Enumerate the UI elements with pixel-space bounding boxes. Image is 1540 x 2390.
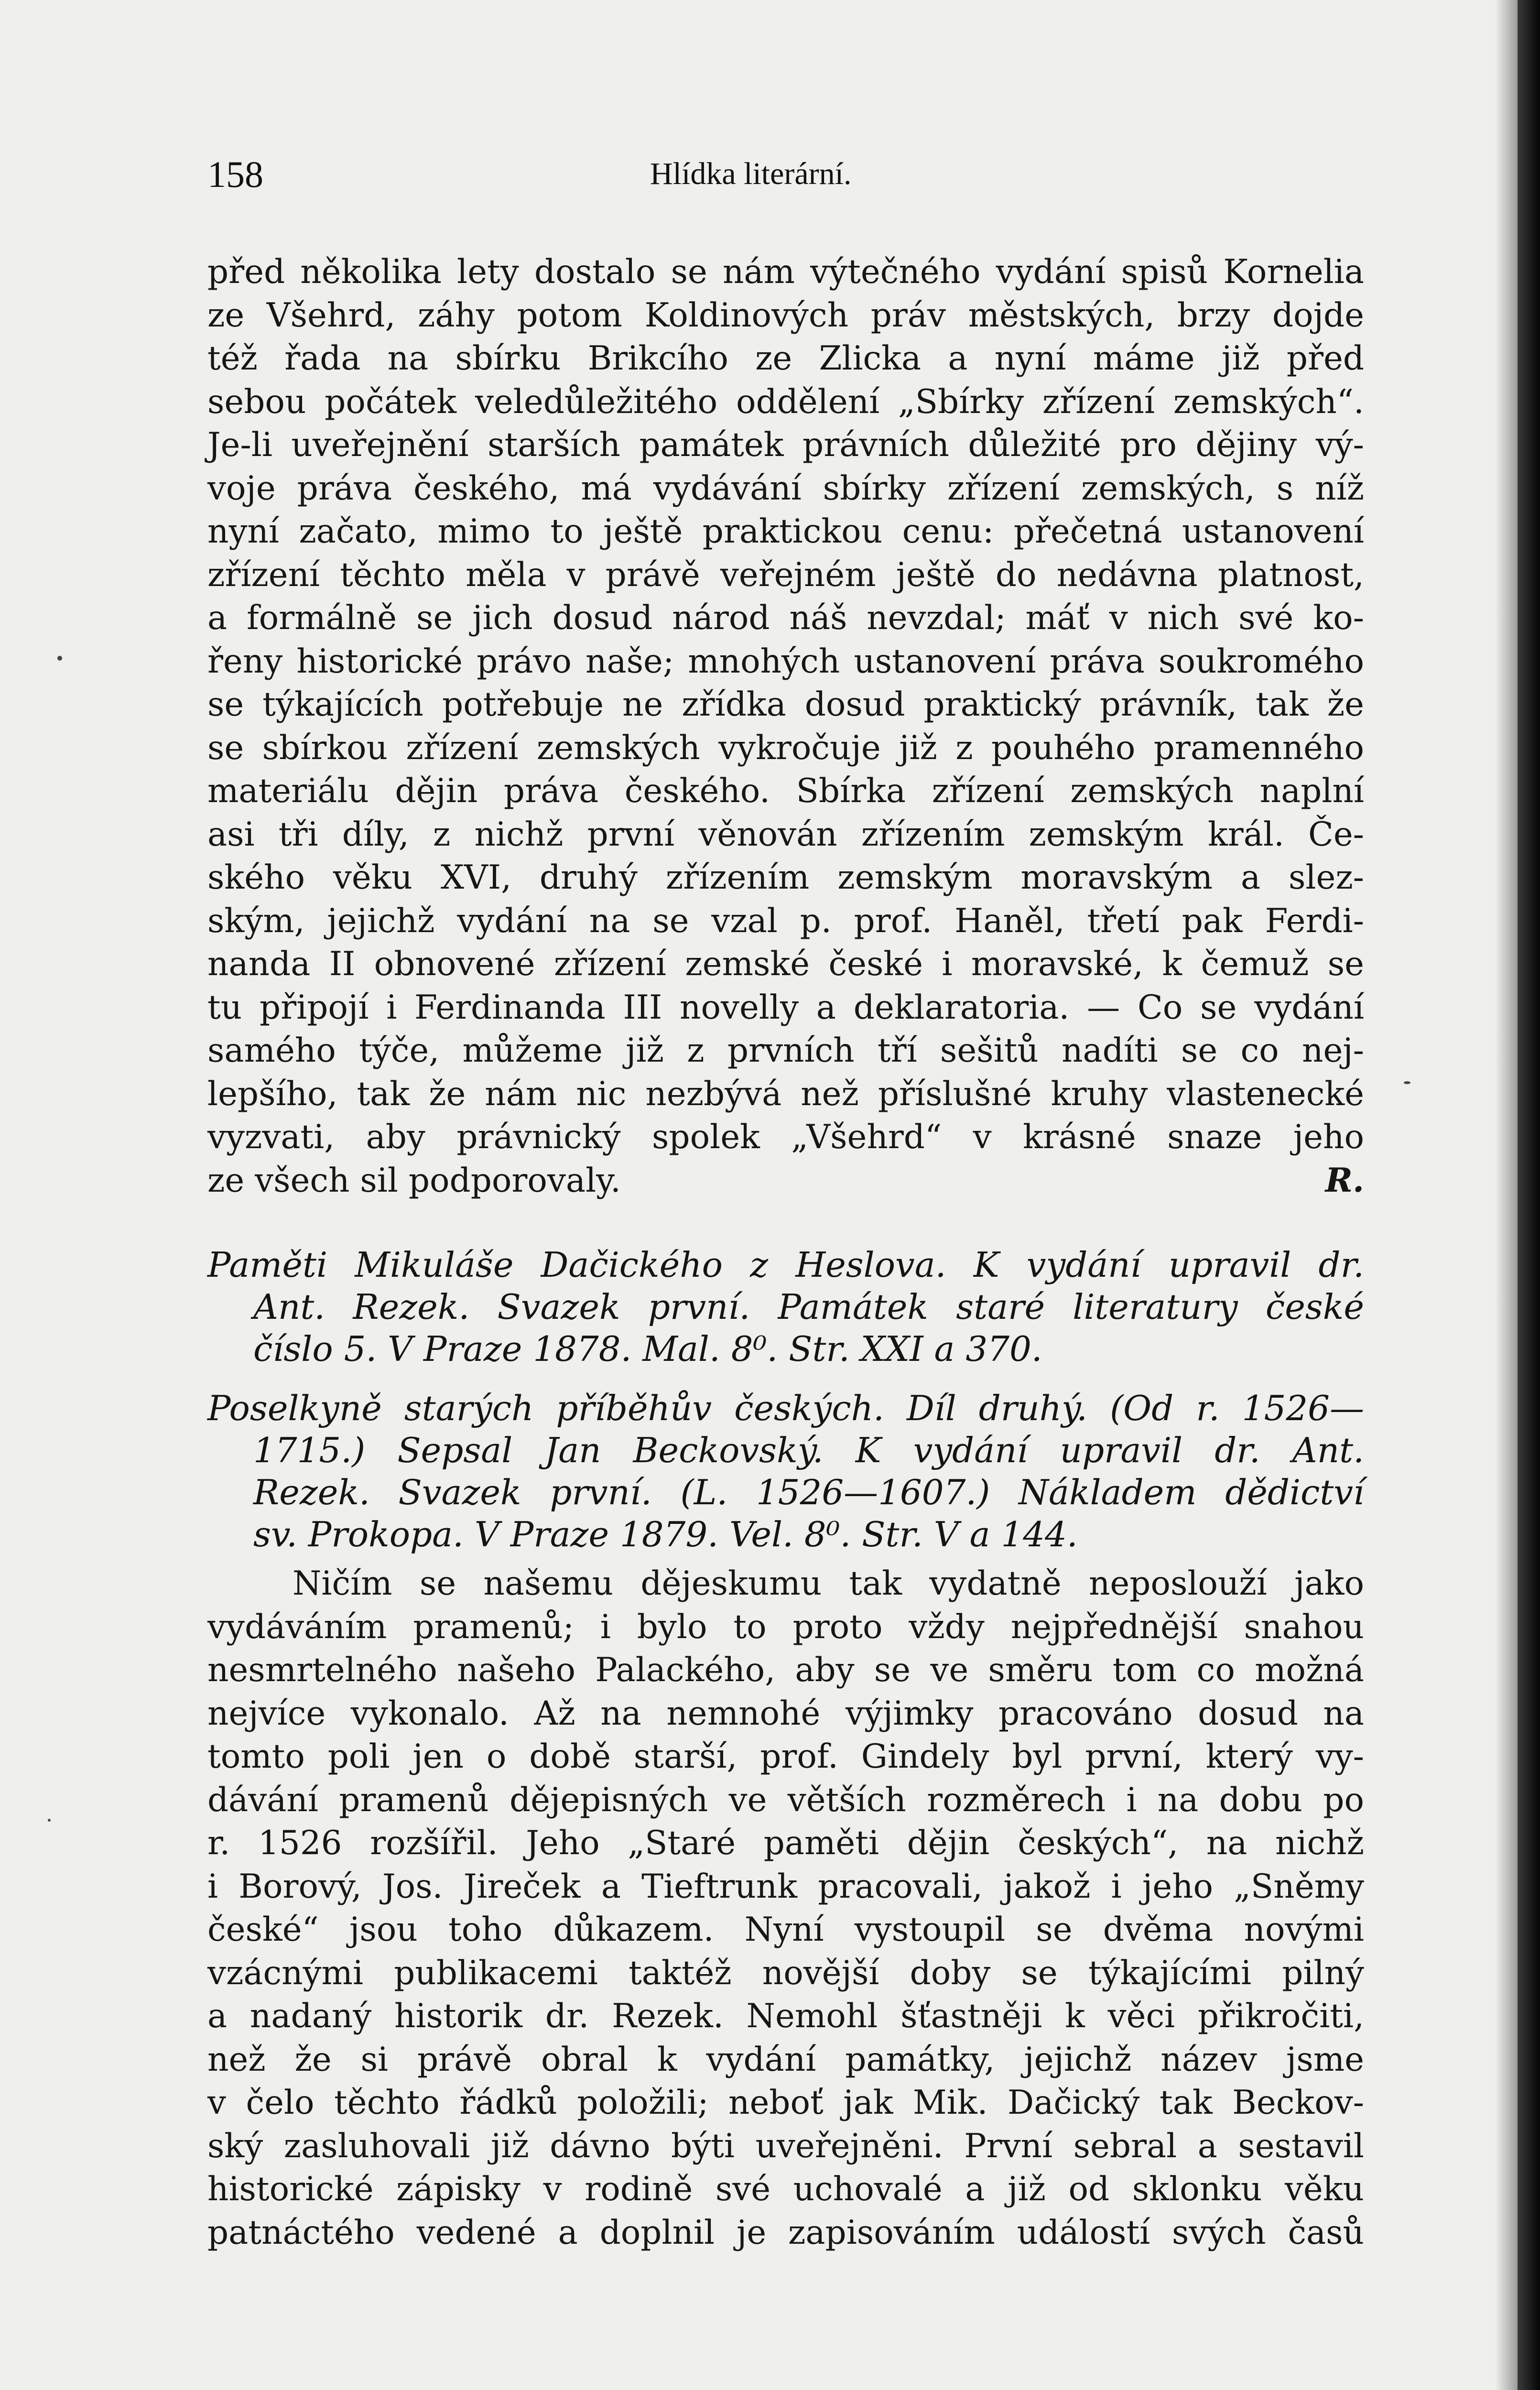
text-line: vyzvati, aby právnický spolek „Všehrd“ v krásné snaze jeho [207, 1118, 1364, 1156]
page-number: 158 [207, 153, 263, 195]
paper-speck [1404, 1081, 1410, 1084]
biblio-line: Poselkyně starých příběhův českých. Díl druhý. (Od r. 1526— [207, 1388, 1364, 1428]
text-line: ským, jejichž vydání na se vzal p. prof. Haněl, třetí pak Ferdi- [207, 902, 1364, 940]
text-line: české“ jsou toho důkazem. Nyní vystoupil se dvěma novými [207, 1911, 1364, 1949]
page-shadow [1495, 0, 1518, 2390]
text-line: ského věku XVI, druhý zřízením zemským moravským a slez- [207, 858, 1364, 897]
bibliography-entry-1 [207, 1244, 1364, 1370]
text-line: též řada na sbírku Brikcího ze Zlicka a nyní máme již před [207, 339, 1364, 378]
text-line: tomto poli jen o době starší, prof. Gindely byl první, který vy- [207, 1738, 1364, 1776]
text-line: sebou počátek veledůležitého oddělení „Sbírky zřízení zemských“. [207, 382, 1364, 421]
paper-speck [57, 656, 62, 661]
page-header [207, 153, 1364, 201]
text-line: Je-li uveřejnění starších památek právních důležité pro dějiny vý- [207, 426, 1364, 464]
text-line: před několika lety dostalo se nám výtečného vydání spisů Kornelia [207, 253, 1364, 291]
text-line: zřízení těchto měla v právě veřejném ještě do nedávna platnost, [207, 555, 1364, 594]
text-line: materiálu dějin práva českého. Sbírka zřízení zemských naplní [207, 772, 1364, 810]
bibliography-entry-2 [207, 1387, 1364, 1555]
text-line: dávání pramenů dějepisných ve větších rozměrech i na dobu po [207, 1781, 1364, 1819]
text-line: nyní začato, mimo to ještě praktickou cenu: přečetná ustanovení [207, 512, 1364, 551]
text-line: řeny historické právo naše; mnohých ustanovení práva soukromého [207, 642, 1364, 681]
text-line: než že si právě obral k vydání památky, jejichž název jsme [207, 2040, 1364, 2079]
biblio-line: Rezek. Svazek první. (L. 1526—1607.) Nákladem dědictví [253, 1472, 1364, 1512]
text-line: vydáváním pramenů; i bylo to proto vždy nejpřednější snahou [207, 1608, 1364, 1646]
biblio-line: sv. Prokopa. V Praze 1879. Vel. 8⁰. Str. V a 144. [253, 1514, 1078, 1554]
biblio-line: číslo 5. V Praze 1878. Mal. 8⁰. Str. XXI a 370. [253, 1329, 1042, 1369]
review-signature: R. [1325, 1161, 1364, 1200]
text-line: samého týče, můžeme již z prvních tří sešitů nadíti se co nej- [207, 1032, 1364, 1070]
text-line: ze Všehrd, záhy potom Koldinových práv městských, brzy dojde [207, 296, 1364, 335]
text-line: nejvíce vykonalo. Až na nemnohé výjimky pracováno dosud na [207, 1694, 1364, 1733]
text-line: se sbírkou zřízení zemských vykročuje již z pouhého pramenného [207, 728, 1364, 767]
review-paragraph-1 [207, 250, 1364, 1202]
text-line-content: ze všech sil podporovaly. [207, 1161, 621, 1200]
text-line-last [207, 1159, 1364, 1203]
running-head: Hlídka literární. [650, 156, 852, 191]
text-line: patnáctého vedené a doplnil je zapisováním událostí svých časů [207, 2213, 1364, 2252]
text-line: a nadaný historik dr. Rezek. Nemohl šťastněji k věci přikročiti, [207, 1997, 1364, 2035]
text-line: nanda II obnovené zřízení zemské české i moravské, k čemuž se [207, 945, 1364, 983]
biblio-line: Ant. Rezek. Svazek první. Památek staré literatury české [253, 1287, 1364, 1327]
text-line: ský zasluhovali již dávno býti uveřejněni. První sebral a sestavil [207, 2127, 1364, 2165]
text-line: lepšího, tak že nám nic nezbývá než příslušné kruhy vlastenecké [207, 1075, 1364, 1113]
text-line: v čelo těchto řádků položili; neboť jak Mik. Dačický tak Beckov- [207, 2084, 1364, 2122]
text-line: vzácnými publikacemi taktéž novější doby se týkajícími pilný [207, 1954, 1364, 1992]
text-line: se týkajících potřebuje ne zřídka dosud praktický právník, tak že [207, 685, 1364, 724]
text-line: asi tři díly, z nichž první věnován zřízením zemským král. Če- [207, 815, 1364, 854]
text-line: historické zápisky v rodině své uchovalé a již od sklonku věku [207, 2170, 1364, 2208]
text-line: tu připojí i Ferdinanda III novelly a deklaratoria. — Co se vydání [207, 988, 1364, 1027]
review-paragraph-2 [207, 1562, 1364, 2254]
biblio-line: 1715.) Sepsal Jan Beckovský. K vydání upravil dr. Ant. [253, 1430, 1364, 1470]
biblio-line: Paměti Mikuláše Dačického z Heslova. K vydání upravil dr. [207, 1245, 1364, 1285]
text-line: voje práva českého, má vydávání sbírky zřízení zemských, s níž [207, 469, 1364, 508]
scan-border [1518, 0, 1540, 2390]
text-line: r. 1526 rozšířil. Jeho „Staré paměti dějin českých“, na nichž [207, 1824, 1364, 1862]
text-line: Ničím se našemu dějeskumu tak vydatně neposlouží jako [293, 1564, 1364, 1603]
paper-speck [48, 1819, 51, 1822]
text-line: i Borový, Jos. Jireček a Tieftrunk pracovali, jakož i jeho „Sněmy [207, 1867, 1364, 1906]
text-line: nesmrtelného našeho Palackého, aby se ve směru tom co možná [207, 1651, 1364, 1689]
text-line: a formálně se jich dosud národ náš nevzdal; máť v nich své ko- [207, 599, 1364, 637]
